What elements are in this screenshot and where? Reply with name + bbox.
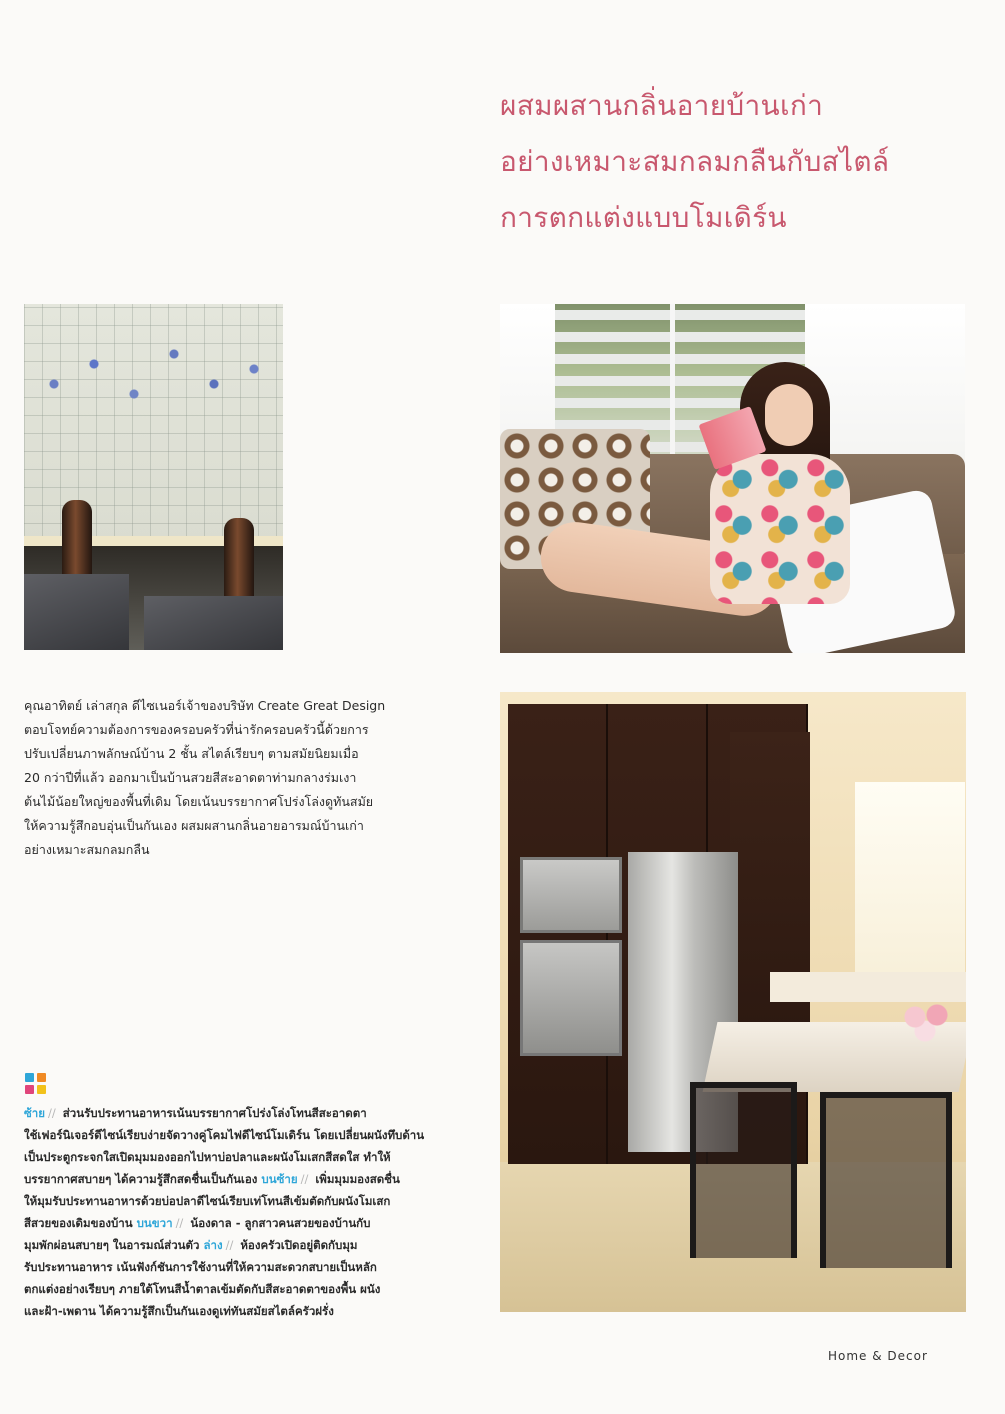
caption-line-8: รับประทานอาหาร เน้นฟังก์ชันการใช้งานที่ให้ความสะดวกสบายเป็นหลัก: [24, 1260, 377, 1274]
article-line-1: คุณอาทิตย์ เล่าสกุล ดีไซเนอร์เจ้าของบริษัท Create Great Design: [24, 698, 386, 713]
article-line-3: ปรับเปลี่ยนภาพลักษณ์บ้าน 2 ชั้น สไตล์เรียบๆ ตามสมัยนิยมเมื่อ: [24, 746, 359, 761]
caption-text: เพิ่มมุมมองสดชื่น: [315, 1172, 400, 1186]
caption-line-10: และฝ้า-เพดาน ได้ความรู้สึกเป็นกันเองดูเท่ทันสมัยสไตล์ครัวฝรั่ง: [24, 1304, 334, 1318]
caption-key-left: ซ้าย: [24, 1106, 46, 1120]
headline: [500, 78, 980, 246]
caption-key-top-right: บนขวา: [136, 1216, 173, 1230]
caption-line-3: เป็นประตูกระจกใสเปิดมุมมองออกไปหาบ่อปลาและผนังโมเสกสีสดใส ทำให้: [24, 1150, 391, 1164]
photo-kitchen: [500, 692, 966, 1312]
photo-caption: [24, 1102, 474, 1322]
stone-table-left: [24, 574, 129, 650]
dining-chair-right: [820, 1092, 952, 1268]
caption-text: ห้องครัวเปิดอยู่ติดกับมุม: [240, 1238, 358, 1252]
flower-vase: [895, 997, 955, 1042]
caption-line-9: ตกแต่งอย่างเรียบๆ ภายใต้โทนสีน้ำตาลเข้มตัดกับสีสะอาดตาของพื้น ผนัง: [24, 1282, 381, 1296]
person-face: [765, 384, 813, 446]
microwave: [520, 857, 622, 933]
kitchen-window: [855, 782, 965, 972]
footer-brand: Home & Decor: [828, 1349, 928, 1363]
oven: [520, 940, 622, 1056]
caption-separator: //: [300, 1172, 309, 1186]
stone-table-right: [144, 596, 283, 650]
headline-line-2: อย่างเหมาะสมกลมกลืนกับสไตล์: [500, 145, 890, 178]
logo-square-2: [37, 1073, 46, 1082]
caption-key-top-left: บนซ้าย: [261, 1172, 298, 1186]
article-line-4: 20 กว่าปีที่แล้ว ออกมาเป็นบ้านสวยสีสะอาดตาท่ามกลางร่มเงา: [24, 770, 357, 785]
caption-line-5: ให้มุมรับประทานอาหารด้วยบ่อปลาดีไซน์เรียบเท่โทนสีเข้มตัดกับผนังโมเสก: [24, 1194, 391, 1208]
logo-square-3: [25, 1085, 34, 1094]
article-line-5: ต้นไม้น้อยใหญ่ของพื้นที่เดิม โดยเน้นบรรยากาศโปร่งโล่งดูทันสมัย: [24, 794, 374, 809]
logo-square-1: [25, 1073, 34, 1082]
caption-text: บรรยากาศสบายๆ ได้ความรู้สึกสดชื่นเป็นกันเอง: [24, 1172, 258, 1186]
caption-text: น้องดาล - ลูกสาวคนสวยของบ้านกับ: [190, 1216, 371, 1230]
headline-line-1: ผสมผสานกลิ่นอายบ้านเก่า: [500, 89, 824, 122]
caption-key-bottom: ล่าง: [203, 1238, 223, 1252]
caption-line-4: [24, 1168, 474, 1190]
headline-line-3: การตกแต่งแบบโมเดิร์น: [500, 201, 787, 234]
four-square-logo-icon: [25, 1073, 47, 1095]
article-line-2: ตอบโจทย์ความต้องการของครอบครัวที่น่ารักครอบครัวนี้ด้วยการ: [24, 722, 369, 737]
article-line-6: ให้ความรู้สึกอบอุ่นเป็นกันเอง ผสมผสานกลิ่นอายอารมณ์บ้านเก่า: [24, 818, 364, 833]
article-body: [24, 694, 464, 862]
photo-tile-wall: [24, 304, 283, 650]
logo-square-4: [37, 1085, 46, 1094]
article-line-7: อย่างเหมาะสมกลมกลืน: [24, 842, 150, 857]
caption-text: ส่วนรับประทานอาหารเน้นบรรยากาศโปร่งโล่งโทนสีสะอาดตา: [62, 1106, 367, 1120]
tall-cabinet: [730, 732, 810, 1062]
person-floral-blouse: [710, 454, 850, 604]
caption-line-2: ใช้เฟอร์นิเจอร์ดีไซน์เรียบง่ายจัดวางคู่โคมไฟดีไซน์โมเดิร์น โดยเปลี่ยนผนังทึบด้าน: [24, 1128, 425, 1142]
caption-separator: //: [48, 1106, 56, 1120]
caption-separator: //: [175, 1216, 184, 1230]
caption-line-6: [24, 1212, 474, 1234]
dining-chair-left: [690, 1082, 797, 1258]
caption-text: สีสวยของเดิมของบ้าน: [24, 1216, 133, 1230]
caption-line-7: [24, 1234, 474, 1256]
caption-separator: //: [225, 1238, 234, 1252]
mosaic-pattern: [24, 324, 283, 444]
photo-sofa-reading: [500, 304, 965, 653]
caption-line-1: [24, 1102, 474, 1124]
caption-text: มุมพักผ่อนสบายๆ ในอารมณ์ส่วนตัว: [24, 1238, 200, 1252]
vase-right: [224, 518, 254, 608]
vase-left: [62, 500, 92, 580]
